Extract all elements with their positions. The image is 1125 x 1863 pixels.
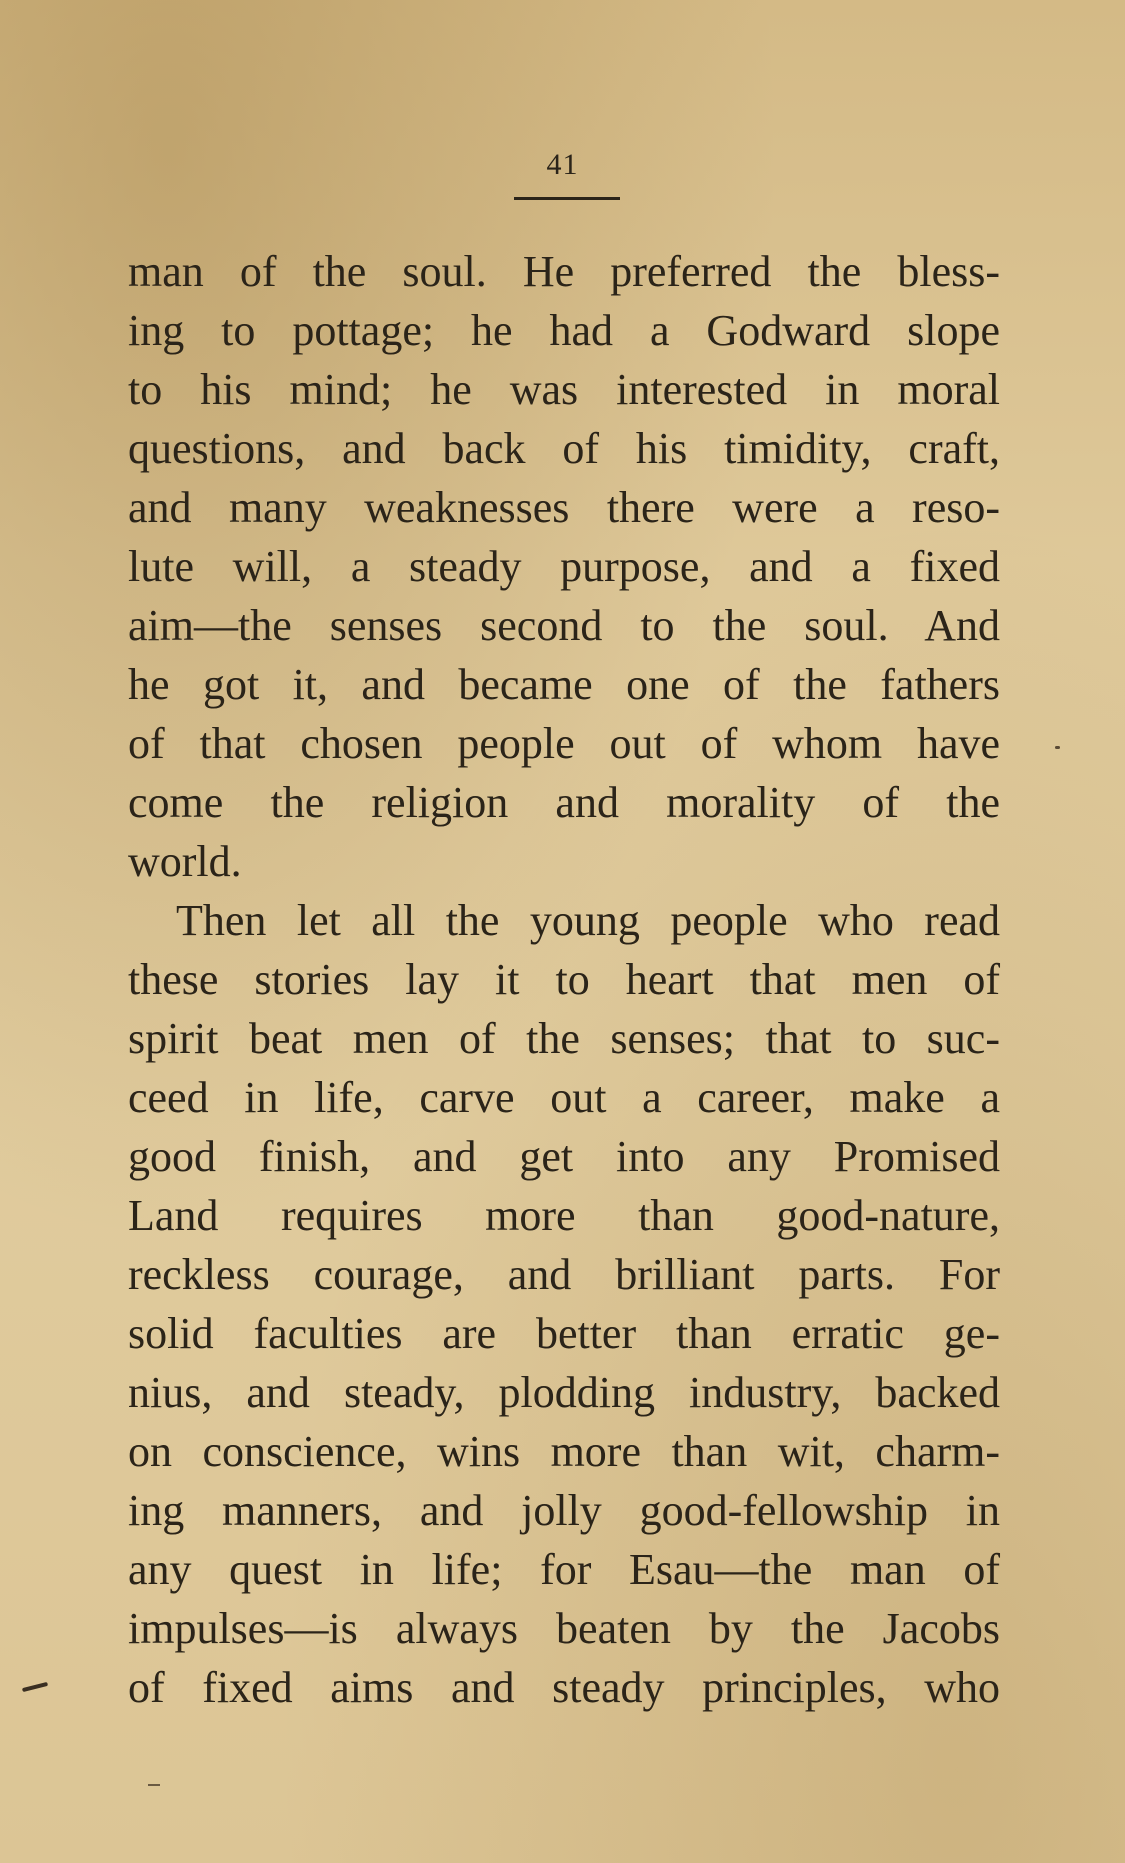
paragraph-1 [128,242,1000,891]
text-line: he got it, and became one of the fathers [128,660,1000,709]
text-line: ceed in life, carve out a career, make a [128,1073,1000,1122]
text-line: impulses—is always beaten by the Jacobs [128,1604,1000,1653]
text-line: man of the soul. He preferred the bless- [128,247,1000,296]
margin-speck [148,1784,160,1786]
text-line: aim—the senses second to the soul. And [128,601,1000,650]
text-line: questions, and back of his timidity, craft, [128,424,1000,473]
text-line: of fixed aims and steady principles, who [128,1663,1000,1712]
text-line: these stories lay it to heart that men of [128,955,1000,1004]
text-line: any quest in life; for Esau—the man of [128,1545,1000,1594]
text-line: world. [128,837,242,886]
paragraph-2 [128,891,1000,1717]
text-line: and many weaknesses there were a reso- [128,483,1000,532]
text-line: ing manners, and jolly good-fellowship in [128,1486,1000,1535]
text-line: Land requires more than good-nature, [128,1191,1000,1240]
text-line: spirit beat men of the senses; that to suc- [128,1014,1000,1063]
text-line: reckless courage, and brilliant parts. For [128,1250,1000,1299]
body-text [128,242,1000,1717]
page-number-rule [514,197,620,200]
margin-speck [1055,746,1060,749]
text-line: on conscience, wins more than wit, charm- [128,1427,1000,1476]
text-line: of that chosen people out of whom have [128,719,1000,768]
text-line: ing to pottage; he had a Godward slope [128,306,1000,355]
text-line: come the religion and morality of the [128,778,1000,827]
text-line: solid faculties are better than erratic ge- [128,1309,1000,1358]
text-line: nius, and steady, plodding industry, backed [128,1368,1000,1417]
text-line: lute will, a steady purpose, and a fixed [128,542,1000,591]
text-line: Then let all the young people who read [176,896,1000,945]
text-line: good finish, and get into any Promised [128,1132,1000,1181]
margin-ink-mark [22,1682,48,1692]
text-line: to his mind; he was interested in moral [128,365,1000,414]
page-number: 41 [546,148,579,181]
